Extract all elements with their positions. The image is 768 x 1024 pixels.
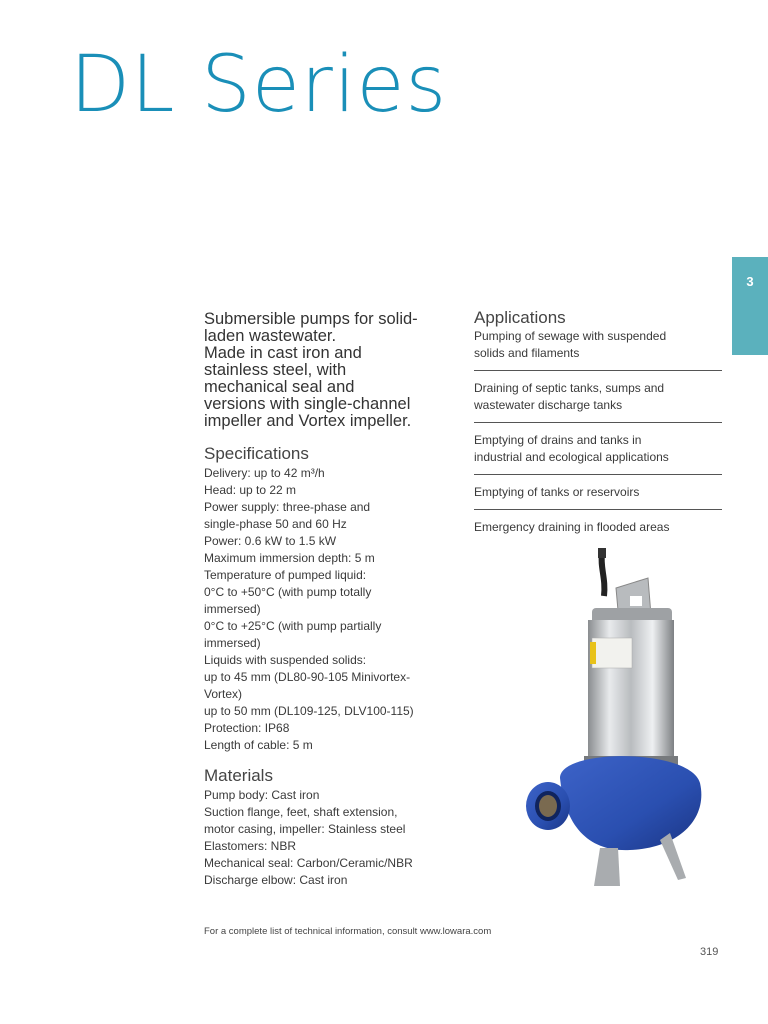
application-item <box>474 432 722 475</box>
spec-line: Protection: IP68 <box>204 721 290 735</box>
materials-list <box>204 787 454 889</box>
intro-line: stainless steel, with <box>204 361 347 379</box>
pump-image <box>520 548 720 893</box>
application-line: industrial and ecological applications <box>474 450 669 464</box>
intro-line: impeller and Vortex impeller. <box>204 412 412 430</box>
applications-list <box>474 328 722 544</box>
footer-note: For a complete list of technical information, consult www.lowara.com <box>204 926 492 937</box>
spec-line: immersed) <box>204 636 261 650</box>
application-line: wastewater discharge tanks <box>474 398 623 412</box>
material-line: motor casing, impeller: Stainless steel <box>204 822 406 836</box>
intro-line: laden wastewater. <box>204 327 337 345</box>
spec-line: Power supply: three-phase and <box>204 500 371 514</box>
spec-line: Delivery: up to 42 m³/h <box>204 466 325 480</box>
application-item <box>474 380 722 423</box>
application-line: Pumping of sewage with suspended <box>474 329 667 343</box>
left-column <box>204 311 454 889</box>
intro-line: Made in cast iron and <box>204 344 362 362</box>
application-line: Emergency draining in flooded areas <box>474 520 670 534</box>
spec-line: Head: up to 22 m <box>204 483 297 497</box>
specifications-heading: Specifications <box>204 444 309 463</box>
spec-line: Maximum immersion depth: 5 m <box>204 551 375 565</box>
spec-line: Length of cable: 5 m <box>204 738 313 752</box>
materials-heading: Materials <box>204 766 273 785</box>
specifications-list <box>204 465 454 754</box>
spec-line: Liquids with suspended solids: <box>204 653 367 667</box>
intro-line: versions with single-channel <box>204 395 411 413</box>
spec-line: up to 50 mm (DL109-125, DLV100-115) <box>204 704 414 718</box>
application-line: Emptying of drains and tanks in <box>474 433 642 447</box>
spec-line: Power: 0.6 kW to 1.5 kW <box>204 534 337 548</box>
intro-line: mechanical seal and <box>204 378 355 396</box>
application-line: Emptying of tanks or reservoirs <box>474 485 640 499</box>
application-item <box>474 484 722 510</box>
spec-line: single-phase 50 and 60 Hz <box>204 517 347 531</box>
chapter-tab-label: 3 <box>746 274 754 289</box>
page-title: DL Series <box>70 40 448 130</box>
spec-line: up to 45 mm (DL80-90-105 Minivortex- <box>204 670 411 684</box>
material-line: Suction flange, feet, shaft extension, <box>204 805 398 819</box>
material-line: Elastomers: NBR <box>204 839 297 853</box>
material-line: Pump body: Cast iron <box>204 788 320 802</box>
chapter-tab <box>732 257 768 355</box>
intro-text <box>204 311 454 430</box>
application-item <box>474 328 722 371</box>
intro-line: Submersible pumps for solid- <box>204 310 418 328</box>
spec-line: 0°C to +25°C (with pump partially <box>204 619 382 633</box>
application-line: solids and filaments <box>474 346 580 360</box>
material-line: Mechanical seal: Carbon/Ceramic/NBR <box>204 856 413 870</box>
application-line: Draining of septic tanks, sumps and <box>474 381 665 395</box>
spec-line: Temperature of pumped liquid: <box>204 568 367 582</box>
spec-line: Vortex) <box>204 687 243 701</box>
spec-line: immersed) <box>204 602 261 616</box>
right-column <box>474 308 722 553</box>
applications-heading: Applications <box>474 308 566 327</box>
spec-line: 0°C to +50°C (with pump totally <box>204 585 372 599</box>
application-item <box>474 519 722 544</box>
page-number: 319 <box>700 946 719 958</box>
material-line: Discharge elbow: Cast iron <box>204 873 348 887</box>
